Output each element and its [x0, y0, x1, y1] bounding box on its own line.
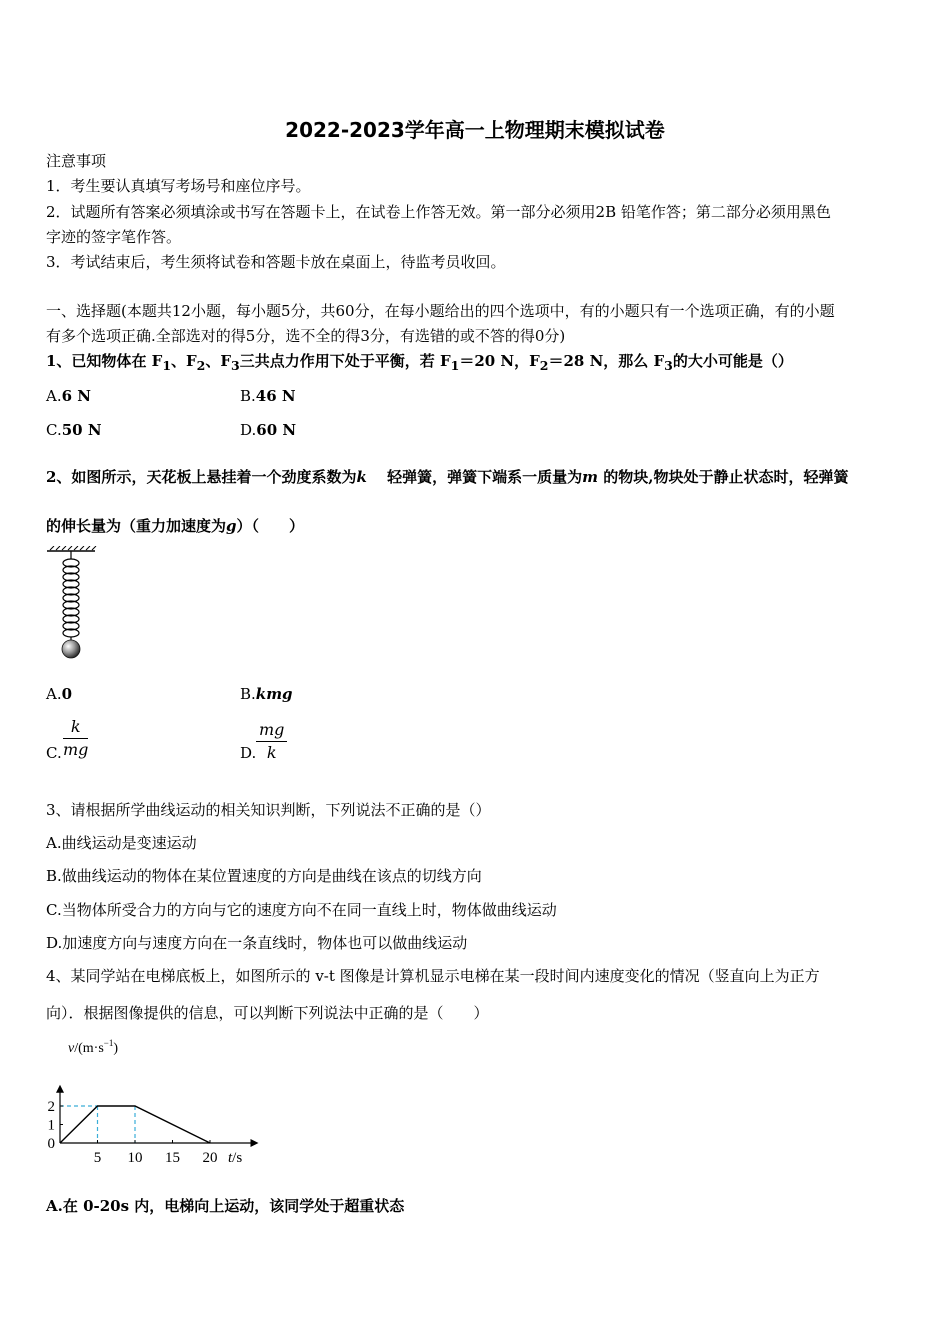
q3-option-b: B.做曲线运动的物体在某位置速度的方向是曲线在该点的切线方向 [46, 867, 482, 885]
x-axis-arrow [251, 1139, 259, 1147]
notice-heading: 注意事项 [46, 152, 107, 170]
y-tick-label-1: 1 [47, 1117, 55, 1134]
notice-item-2-cont: 字迹的签字笔作答。 [46, 228, 182, 246]
q1-stem: 1、已知物体在 $F_1$、$F_2$、$F_3$三共点力作用下处于平衡，若 $F_1=20$ N，$F_2=28$ N，那么 $F_3$的大小可能是（） [46, 352, 793, 373]
q2-option-d-fraction: $\frac{mg}{k}$ [256, 719, 287, 764]
q1-option-b: B.46 N [240, 387, 296, 405]
x-tick-label-20: 20 [202, 1150, 218, 1166]
q2-option-c-label: C. [46, 744, 62, 762]
chart-axes [56, 1085, 259, 1147]
q2-option-a: A.0 [46, 685, 73, 703]
exam-title: 2022-2023学年高一上物理期末模拟试卷 [285, 118, 665, 142]
section-heading-line1: 一、选择题(本题共12小题，每小题5分，共60分，在每小题给出的四个选项中，有的小题只有一个选项正确，有的小题 [46, 302, 835, 320]
q2-stem-line1: 2、如图所示，天花板上悬挂着一个劲度系数为k 轻弹簧，弹簧下端系一质量为m 的物块,物块处于静止状态时，轻弹簧 [46, 468, 849, 486]
q1-option-d: D.60 N [240, 421, 297, 439]
y-tick-label-0: 0 [47, 1136, 55, 1152]
block-mass [62, 640, 80, 658]
q3-option-d: D.加速度方向与速度方向在一条直线时，物体也可以做曲线运动 [46, 934, 468, 952]
x-tick-label-5: 5 [93, 1150, 102, 1166]
notice-item-1: 1．考生要认真填写考场号和座位序号。 [46, 177, 311, 195]
q1-option-a: A.6 N [46, 387, 91, 405]
q4-option-a: A.在 0-20s 内，电梯向上运动，该同学处于超重状态 [46, 1197, 405, 1215]
x-tick-label-15: 15 [165, 1150, 180, 1166]
q2-option-c-fraction: $\frac{k}{mg}$ [63, 717, 89, 759]
x-tick-label-10: 10 [127, 1150, 143, 1166]
notice-item-3: 3．考试结束后，考生须将试卷和答题卡放在桌面上，待监考员收回。 [46, 253, 506, 271]
q4-stem-line2: 向）．根据图像提供的信息，可以判断下列说法中正确的是（ ） [46, 1004, 489, 1022]
q3-stem: 3、请根据所学曲线运动的相关知识判断，下列说法不正确的是（） [46, 801, 491, 819]
vt-chart [40, 1034, 260, 1168]
q1-option-c: C.50 N [46, 421, 102, 439]
spring-figure [44, 546, 100, 662]
chart-ylabel: $v/(m\cdot s^{-1})$ [68, 1038, 119, 1056]
chart-ticks [48, 1099, 218, 1166]
q2-stem-line2: 的伸长量为（重力加速度为g）（ ） [46, 517, 305, 535]
q2-option-b: B.kmg [240, 685, 293, 703]
notice-item-2: 2．试题所有答案必须填涂或书写在答题卡上，在试卷上作答无效。第一部分必须用2B 铅笔作答；第二部分必须用黑色 [46, 203, 831, 221]
y-axis-arrow [56, 1085, 64, 1093]
q2-option-d-label: D. [240, 744, 257, 762]
q3-option-c: C.当物体所受合力的方向与它的速度方向不在同一直线上时，物体做曲线运动 [46, 901, 557, 919]
q3-option-a: A.曲线运动是变速运动 [46, 834, 197, 852]
y-tick-label-2: 2 [47, 1099, 55, 1115]
chart-guides [60, 1106, 135, 1143]
chart-xlabel: t/s [228, 1150, 243, 1166]
section-heading-line2: 有多个选项正确.全部选对的得5分，选不全的得3分，有选错的或不答的得0分) [46, 327, 566, 345]
q4-stem-line1: 4、某同学站在电梯底板上，如图所示的 v-t 图像是计算机显示电梯在某一段时间内速度变化的情况（竖直向上为正方 [46, 967, 820, 985]
